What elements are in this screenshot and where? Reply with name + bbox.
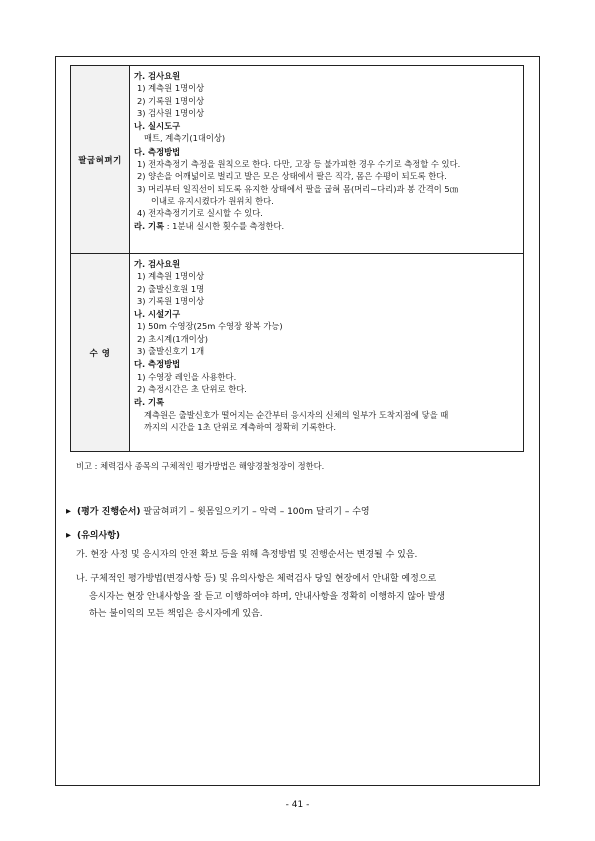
list-item: 1) 계측원 1명이상 [137, 83, 205, 94]
section-heading: 나. 실시도구 [134, 121, 181, 132]
page-number: - 41 - [285, 800, 310, 810]
list-item: 1) 계측원 1명이상 [137, 271, 205, 282]
list-item: 2) 출발신호원 1명 [137, 283, 205, 294]
table-row-pushup [71, 66, 524, 254]
row-label-pushup: 팔굽혀펴기 [71, 66, 130, 254]
caution-paragraph-a [76, 547, 532, 565]
caution-line [66, 528, 120, 541]
test-spec-table [70, 65, 524, 452]
row-content-pushup [130, 66, 524, 254]
section-heading: 라. 기록 [134, 397, 165, 408]
list-item: 3) 머리부터 일직선이 되도록 유지한 상태에서 팔을 굽혀 몸(머리~다리)과 봉 간격이 5㎝ [137, 183, 459, 194]
list-item-continuation: 까지의 시간을 1초 단위로 계측하여 정확히 기록한다. [144, 421, 337, 432]
paragraph-lead: 가. [76, 550, 88, 560]
list-item: 2) 양손을 어깨넓이로 벌리고 발은 모은 상태에서 팔은 직각, 몸은 수평이 되도록 한다. [137, 171, 447, 182]
list-item: 3) 기록원 1명이상 [137, 295, 205, 306]
triangle-bullet-icon: ▶ [66, 507, 71, 515]
paragraph-text: 구체적인 평가방법(변경사항 등) 및 유의사항은 체력검사 당일 현장에서 안내할 예정으로 [87, 574, 437, 584]
paragraph-lead: 나. [76, 574, 88, 584]
section-heading: 가. 검사요원 [134, 71, 181, 81]
order-text: 팔굽혀펴기 – 윗몸일으키기 – 악력 – 100m 달리기 – 수영 [140, 507, 370, 517]
row-content-swim [130, 254, 524, 452]
record-text: : 1분내 실시한 횟수를 측정한다. [164, 220, 285, 231]
list-item: 1) 수영장 레인을 사용한다. [137, 371, 237, 382]
paragraph-text: 현장 사정 및 응시자의 안전 확보 등을 위해 측정방법 및 진행순서는 변경될 수 있음. [87, 550, 418, 560]
triangle-bullet-icon: ▶ [66, 531, 71, 539]
table-note: 비고 : 체력검사 종목의 구체적인 평가방법은 해양경찰청장이 정한다. [76, 461, 325, 471]
list-item-continuation: 이내로 유지시켰다가 원위치 한다. [151, 195, 274, 206]
list-item: 2) 기록원 1명이상 [137, 95, 205, 106]
list-item: 계측원은 출발신호가 떨어지는 순간부터 응시자의 신체의 일부가 도착지점에 닿을 때 [144, 409, 449, 420]
section-heading: 다. 측정방법 [134, 146, 181, 157]
list-item: 매트, 계측기(1대이상) [144, 133, 226, 144]
list-item: 1) 전자측정기 측정을 원칙으로 한다. 다만, 고장 등 불가피한 경우 수기로 측정할 수 있다. [137, 159, 461, 170]
caution-heading: (유의사항) [77, 531, 121, 541]
list-item: 3) 검사원 1명이상 [137, 107, 205, 118]
section-heading: 다. 측정방법 [134, 359, 181, 370]
list-item: 2) 초시계(1개이상) [137, 333, 208, 344]
evaluation-order-line [66, 504, 370, 517]
list-item: 2) 측정시간은 초 단위로 한다. [137, 383, 247, 394]
paragraph-text: 하는 불이익의 모든 책임은 응시자에게 있음. [89, 609, 263, 619]
row-label-swim: 수 영 [71, 254, 130, 452]
list-item: 4) 전자측정기기로 실시할 수 있다. [137, 208, 263, 219]
section-heading: 나. 시설기구 [134, 309, 181, 320]
paragraph-text: 응시자는 현장 안내사항을 잘 듣고 이행하여야 하며, 안내사항을 정확히 이행하지 않아 발생 [89, 591, 446, 602]
table-row-swim [71, 254, 524, 452]
list-item: 3) 출발신호기 1개 [137, 346, 205, 357]
caution-paragraph-b [76, 571, 532, 624]
section-heading: 가. 검사요원 [134, 259, 181, 269]
order-heading: (평가 진행순서) [77, 507, 141, 517]
record-line [134, 220, 519, 232]
list-item: 1) 50m 수영장(25m 수영장 왕복 가능) [137, 321, 283, 332]
section-heading: 라. 기록 [134, 220, 165, 231]
